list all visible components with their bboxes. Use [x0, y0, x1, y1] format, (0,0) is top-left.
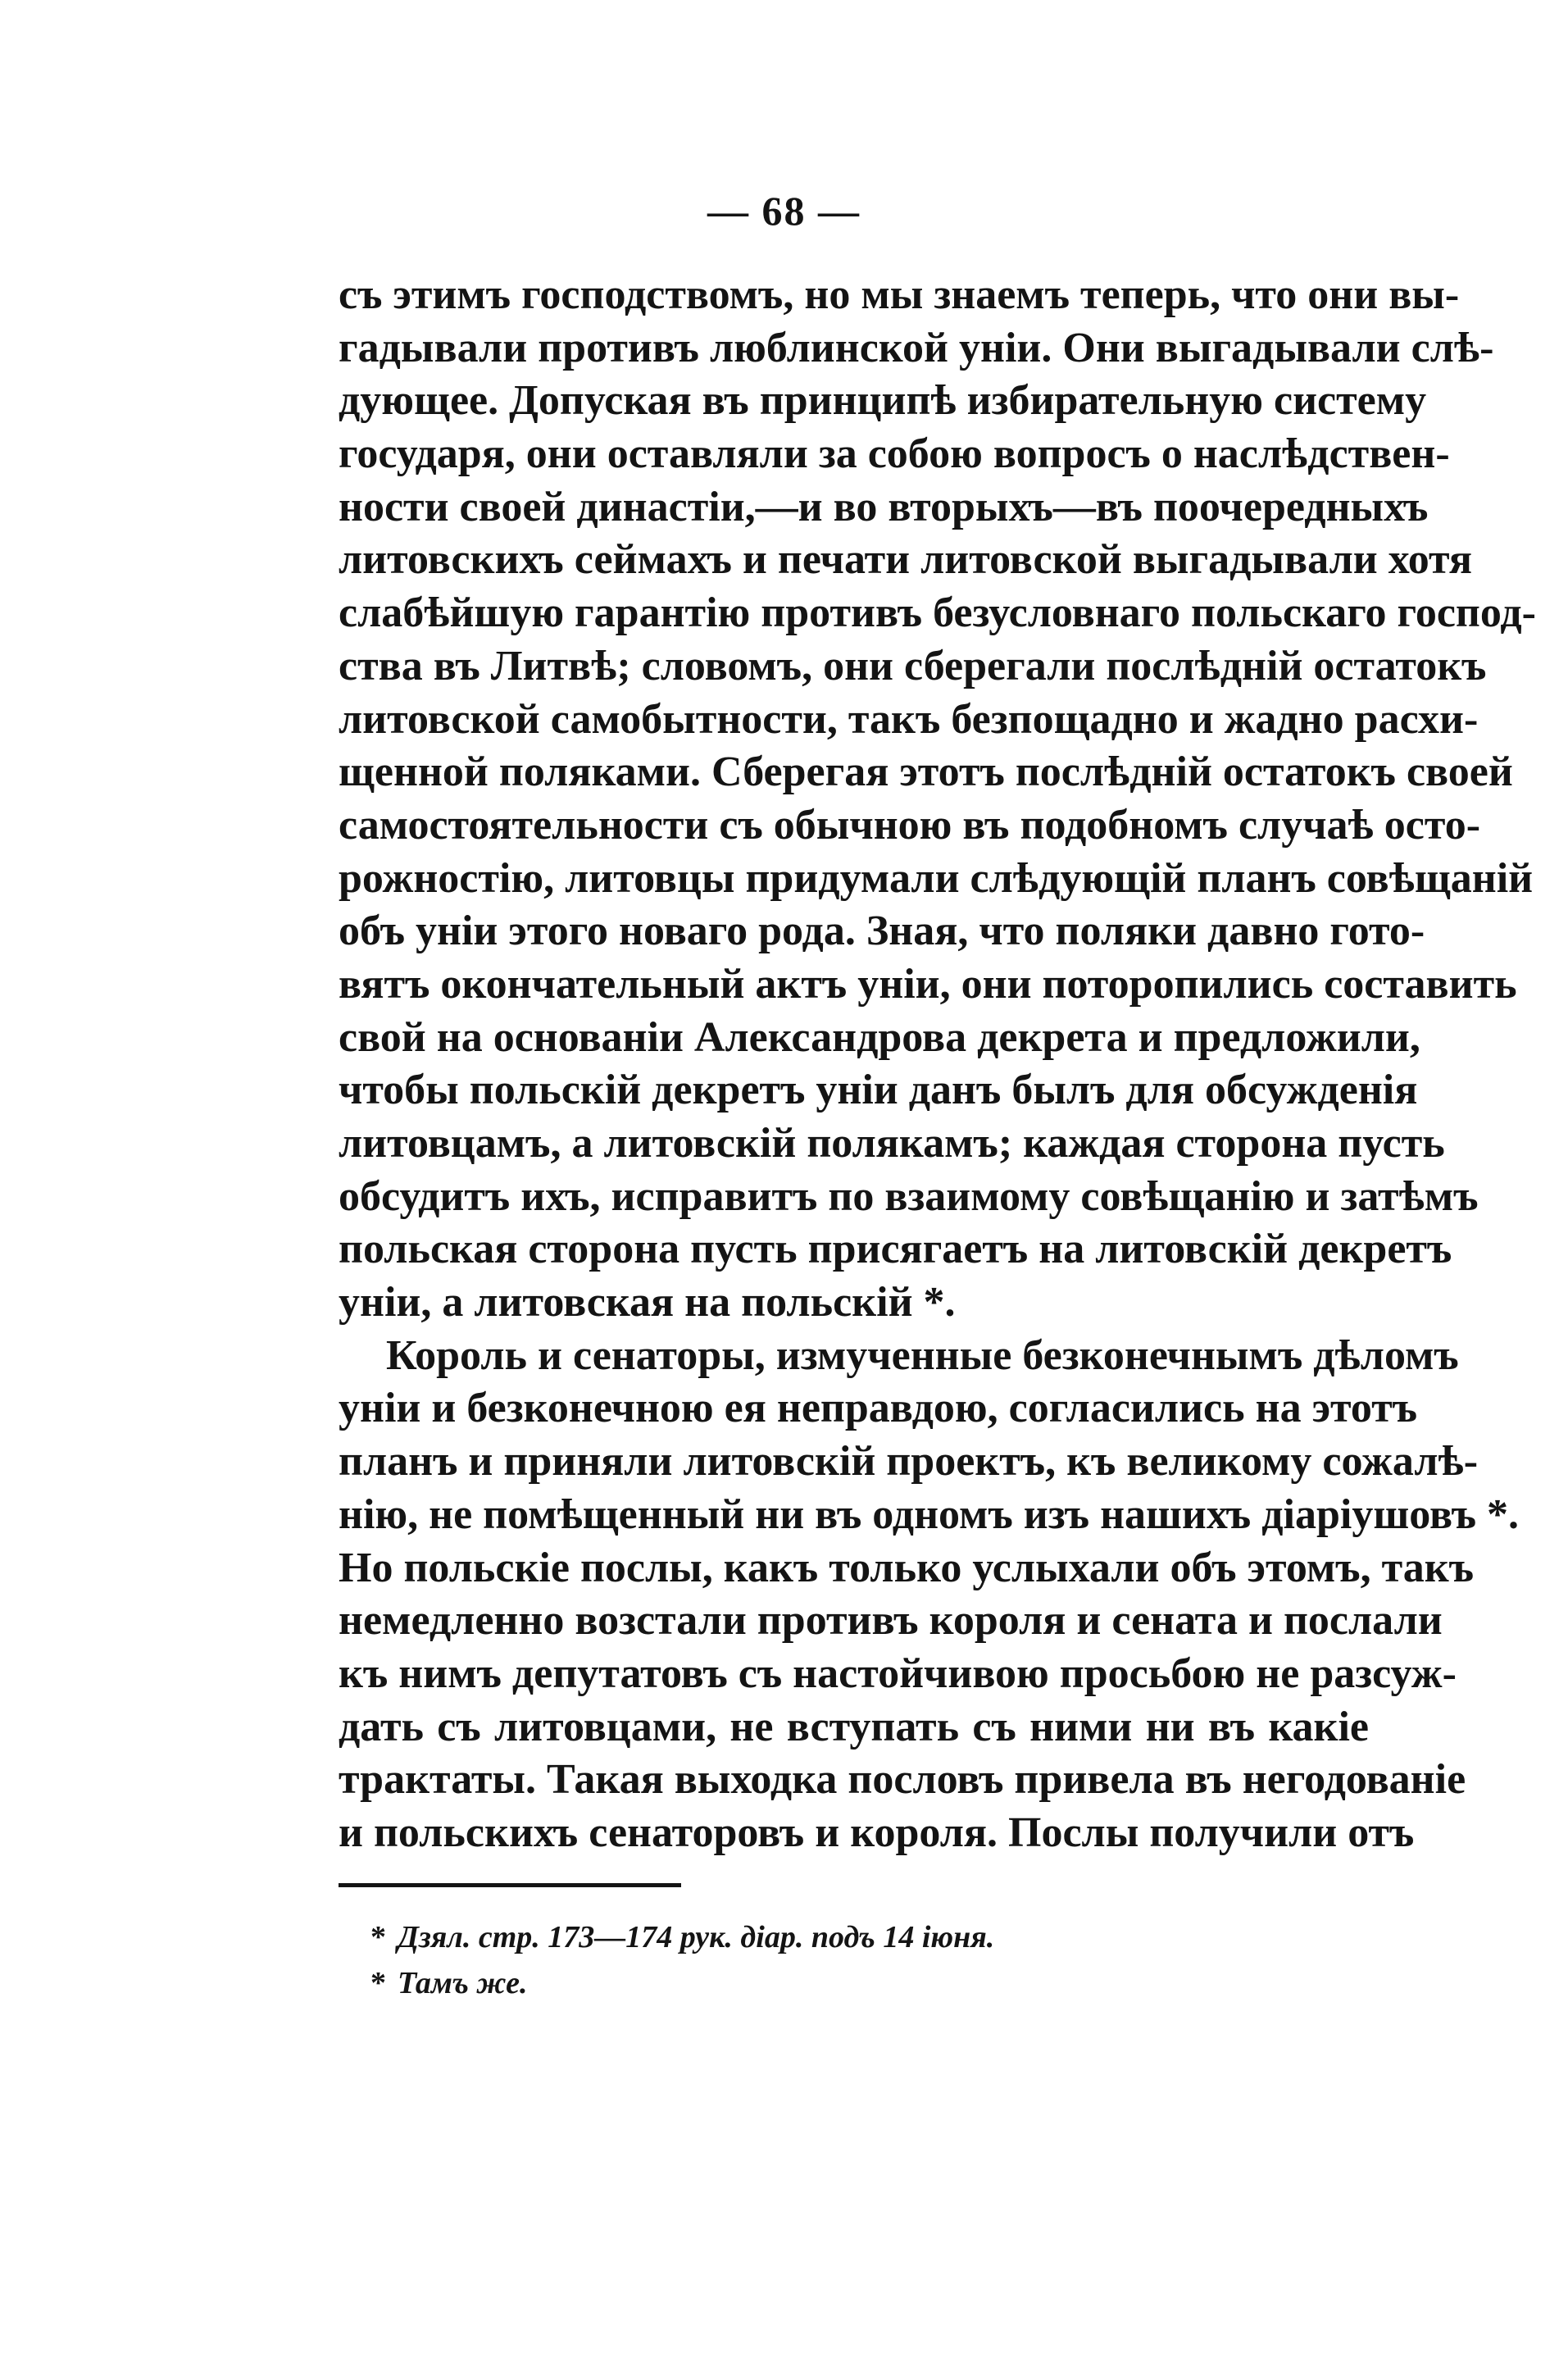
text-line: ности своей династіи,—и во вторыхъ—въ поочередныхъ [339, 483, 1429, 530]
page-number: — 68 — [707, 188, 861, 234]
text-line: планъ и приняли литовскій проектъ, къ великому сожалѣ- [339, 1438, 1479, 1486]
footnote-item [370, 1960, 1108, 2006]
text-line: чтобы польскій декретъ уніи данъ былъ для обсужденія [339, 1067, 1418, 1114]
text-line: гадывали противъ люблинской уніи. Они выгадывали слѣ- [339, 324, 1494, 371]
paragraph-2 [339, 1330, 1520, 1860]
main-text [339, 269, 1537, 1860]
text-line: немедленно возстали противъ короля и сената и послали [339, 1597, 1443, 1645]
footnote-text: Дзял. стр. 173—174 рук. діар. подъ 14 іюня. [398, 1920, 995, 1954]
text-line: ства въ Литвѣ; словомъ, они сберегали послѣдній остатокъ [339, 642, 1487, 689]
text-line: дующее. Допуская въ принципѣ избирательную систему [339, 377, 1427, 425]
footnote-marker: * [370, 1920, 386, 1954]
text-line: Но польскіе послы, какъ только услыхали объ этомъ, такъ [339, 1544, 1475, 1591]
text-line: литовскихъ сеймахъ и печати литовской выгадывали хотя [339, 536, 1473, 584]
text-line: нію, не помѣщенный ни въ одномъ изъ нашихъ діаріушовъ *. [339, 1490, 1520, 1538]
text-line: и польскихъ сенаторовъ и короля. Послы получили отъ [339, 1809, 1415, 1856]
text-line: рожностію, литовцы придумали слѣдующій планъ совѣщаній [339, 854, 1534, 902]
text-line: съ этимъ господствомъ, но мы знаемъ теперь, что они вы- [339, 271, 1460, 318]
text-line: дать съ литовцами, не вступать съ ними ни въ какіе [339, 1703, 1369, 1750]
text-line: слабѣйшую гарантію противъ безусловнаго польскаго господ- [339, 589, 1537, 637]
text-line: объ уніи этого новаго рода. Зная, что поляки давно гото- [339, 908, 1425, 955]
paragraph-1 [339, 269, 1537, 1330]
text-line: самостоятельности съ обычною въ подобномъ случаѣ осто- [339, 801, 1481, 849]
footnote-item [370, 1914, 1108, 1960]
text-line: трактаты. Такая выходка пословъ привела въ негодованіе [339, 1756, 1466, 1804]
text-line: Король и сенаторы, измученные безконечнымъ дѣломъ [386, 1331, 1459, 1379]
text-line: уніи, а литовская на польскій *. [339, 1279, 956, 1326]
text-line: литовской самобытности, такъ безпощадно и жадно расхи- [339, 695, 1479, 743]
text-line: литовцамъ, а литовскій полякамъ; каждая сторона пусть [339, 1120, 1445, 1167]
text-line: свой на основаніи Александрова декрета и предложили, [339, 1013, 1420, 1061]
footnote-text: Тамъ же. [398, 1966, 528, 2000]
footnote-marker: * [370, 1966, 386, 2000]
text-line: государя, они оставляли за собою вопросъ о наслѣдствен- [339, 430, 1450, 478]
text-line: къ нимъ депутатовъ съ настойчивою просьбою не разсуж- [339, 1649, 1457, 1697]
footnote-divider [339, 1883, 681, 1887]
text-line: вятъ окончательный актъ уніи, они поторопились составить [339, 960, 1517, 1008]
text-line: обсудитъ ихъ, исправитъ по взаимому совѣщанію и затѣмъ [339, 1172, 1479, 1220]
footnotes [370, 1914, 1108, 2006]
text-line: уніи и безконечною ея неправдою, согласились на этотъ [339, 1385, 1418, 1432]
text-line: польская сторона пусть присягаетъ на литовскій декретъ [339, 1226, 1452, 1273]
text-line: щенной поляками. Сберегая этотъ послѣдній остатокъ своей [339, 749, 1513, 796]
